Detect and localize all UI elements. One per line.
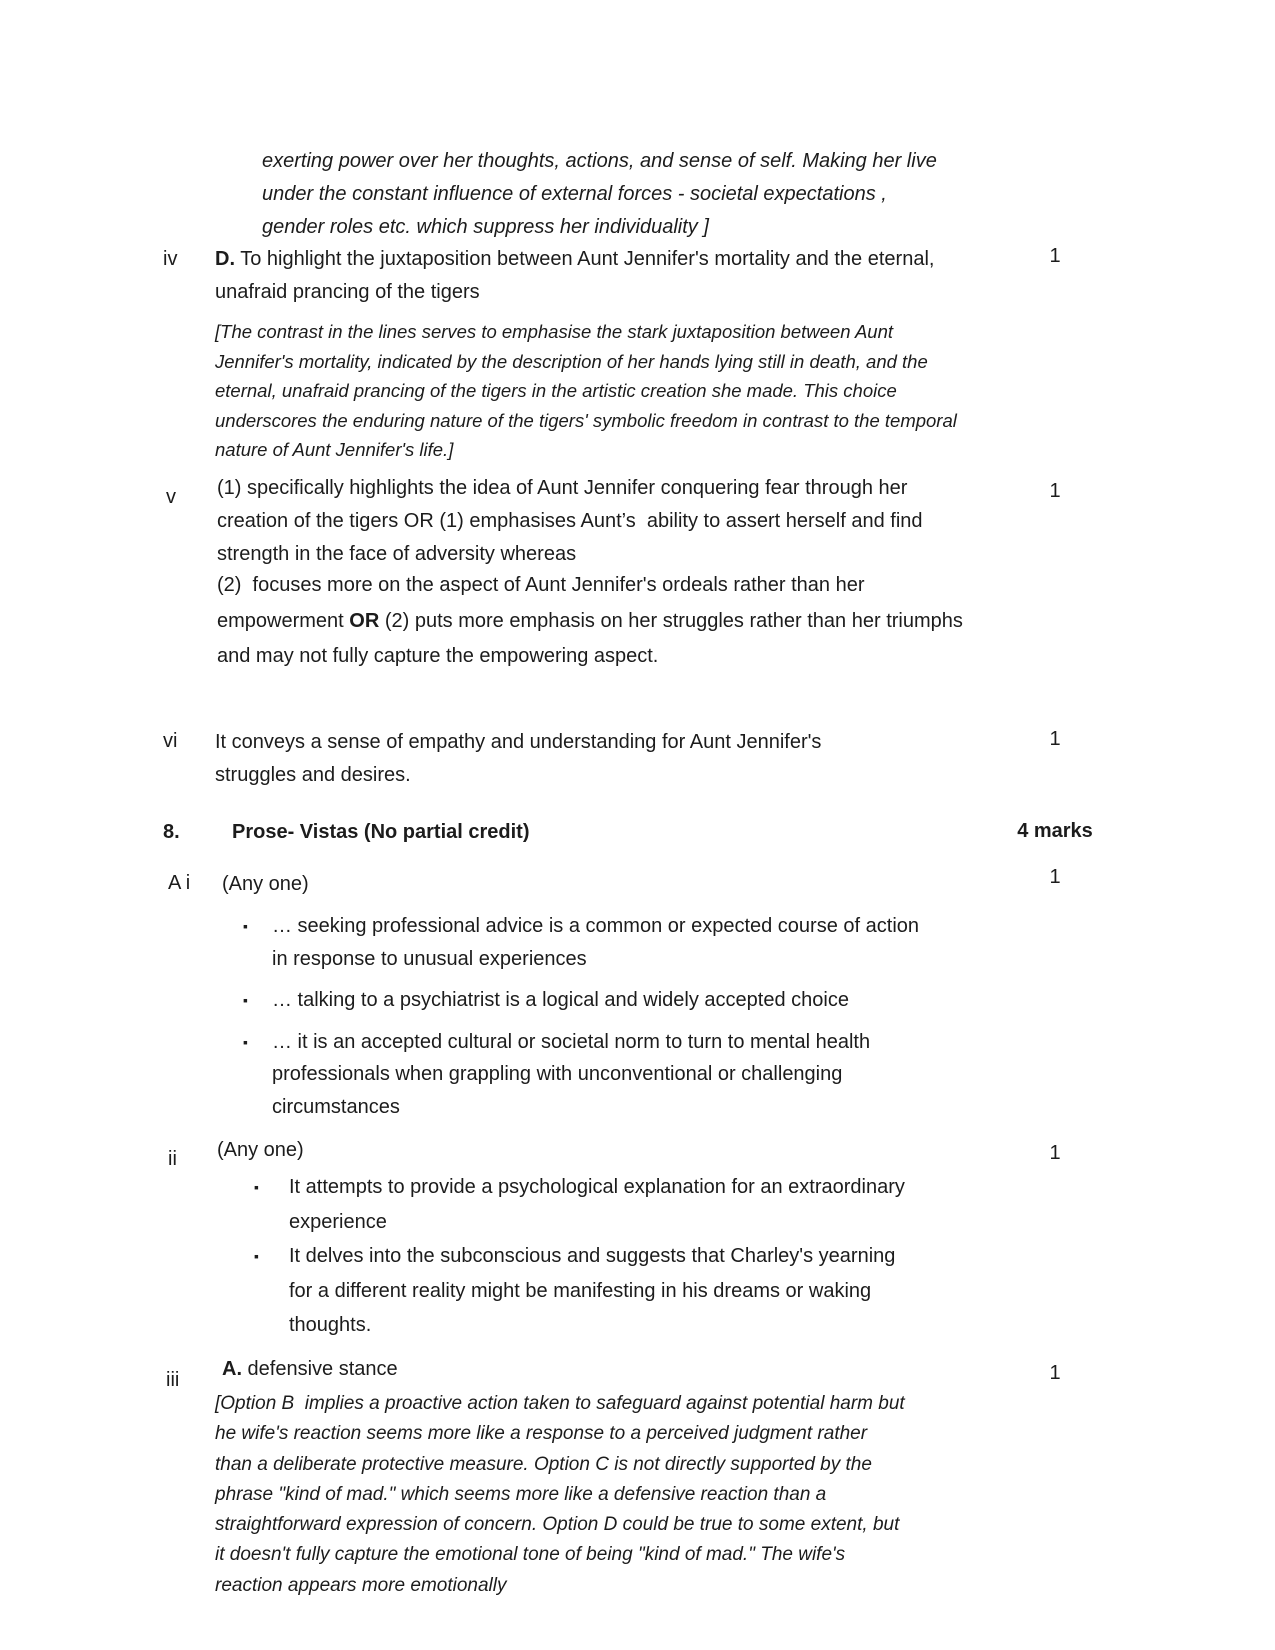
bullet-icon: ▪: [243, 918, 248, 934]
mark-v: 1: [1049, 480, 1061, 502]
bullet-text: It delves into the subconscious and suggests that Charley's yearning for a different reality might be manifesting in his dreams or waking thoughts.: [289, 1245, 901, 1336]
list-item: [243, 1026, 932, 1124]
list-item: [254, 1170, 922, 1239]
question-label-vi: vi: [163, 730, 178, 752]
any-one-heading-ii: (Any one): [217, 1139, 304, 1161]
mark-ii: 1: [1049, 1142, 1061, 1164]
answer-iii: [222, 1353, 952, 1386]
answer-iii-option-letter: A.: [222, 1358, 242, 1380]
list-item: [243, 910, 932, 975]
intro-continuation-paragraph: exerting power over her thoughts, actions, and sense of self. Making her live under the constant influence of external forces - societal expectations , gender roles etc. which suppress her individuality ]: [262, 150, 943, 238]
answer-iv: [215, 243, 955, 309]
question-8-title: Prose- Vistas (No partial credit): [232, 821, 530, 843]
question-label-a-i: A i: [168, 872, 191, 894]
answer-v-paragraph-2-end: (2) puts more emphasis on her struggles rather than her triumphs and may not fully capture the empowering aspect.: [217, 609, 969, 667]
answer-v-paragraph-2: [217, 568, 969, 675]
bullet-icon: ▪: [243, 992, 248, 1008]
list-item: [254, 1239, 922, 1343]
bullet-text: It attempts to provide a psychological explanation for an extraordinary experience: [289, 1176, 911, 1233]
bullet-text: … it is an accepted cultural or societal norm to turn to mental health professionals when grappling with unconventional or challenging circumstances: [272, 1030, 876, 1118]
question-number-8: 8.: [163, 821, 180, 843]
mark-iii: 1: [1049, 1362, 1061, 1384]
bullet-list-ii: [254, 1170, 922, 1343]
rationale-iii: [Option B implies a proactive action taken to safeguard against potential harm but he wife's reaction seems more like a response to a perceived judgment rather than a deliberate protective measure. Option C is not directly supported by the phrase "kind of mad." which seems more like a defensive reaction than a straightforward expression of concern. Option D could be true to some extent, but it doesn't fully capture the emotional tone of being "kind of mad." The wife's reaction appears more emotionally: [215, 1393, 910, 1596]
mark-a-i: 1: [1049, 866, 1061, 888]
list-item: [243, 984, 932, 1017]
bullet-icon: ▪: [254, 1248, 259, 1264]
mark-vi: 1: [1049, 728, 1061, 750]
question-label-iv: iv: [163, 248, 178, 270]
answer-v-paragraph-2-start: (2) focuses more on the aspect of Aunt Jennifer's ordeals rather than her empowerment: [217, 574, 871, 632]
rationale-iv: [The contrast in the lines serves to emphasise the stark juxtaposition between Aunt Jennifer's mortality, indicated by the description of her hands lying still in death, and the eternal, unafraid prancing of the tigers in the artistic creation she made. This choice underscores the enduring nature of the tigers' symbolic freedom in contrast to the temporal nature of Aunt Jennifer's life.]: [215, 321, 963, 460]
bullet-icon: ▪: [243, 1033, 248, 1050]
mark-iv: 1: [1049, 245, 1061, 267]
question-label-iii: iii: [166, 1369, 180, 1391]
answer-vi: It conveys a sense of empathy and understanding for Aunt Jennifer's struggles and desires.: [215, 731, 827, 786]
question-label-ii: ii: [168, 1148, 177, 1170]
answer-v-paragraph-1: (1) specifically highlights the idea of Aunt Jennifer conquering fear through her creation of the tigers OR (1) emphasises Aunt’s ability to assert herself and find strength in the face of adversity whereas: [217, 477, 929, 565]
bullet-text: … talking to a psychiatrist is a logical and widely accepted choice: [272, 989, 849, 1011]
bullet-icon: ▪: [254, 1179, 259, 1195]
marks-total-q8: 4 marks: [1017, 820, 1093, 842]
bullet-list-a-i: [243, 910, 932, 1132]
answer-v-or-connector: OR: [349, 609, 380, 632]
bullet-text: … seeking professional advice is a common or expected course of action in response to unusual experiences: [272, 915, 925, 970]
answer-iv-option-letter: D.: [215, 248, 235, 270]
answer-iii-text: defensive stance: [242, 1358, 398, 1380]
any-one-heading-a-i: (Any one): [222, 873, 309, 895]
question-label-v: v: [166, 486, 176, 508]
answer-iv-text: To highlight the juxtaposition between Aunt Jennifer's mortality and the eternal, unafraid prancing of the tigers: [215, 248, 941, 303]
